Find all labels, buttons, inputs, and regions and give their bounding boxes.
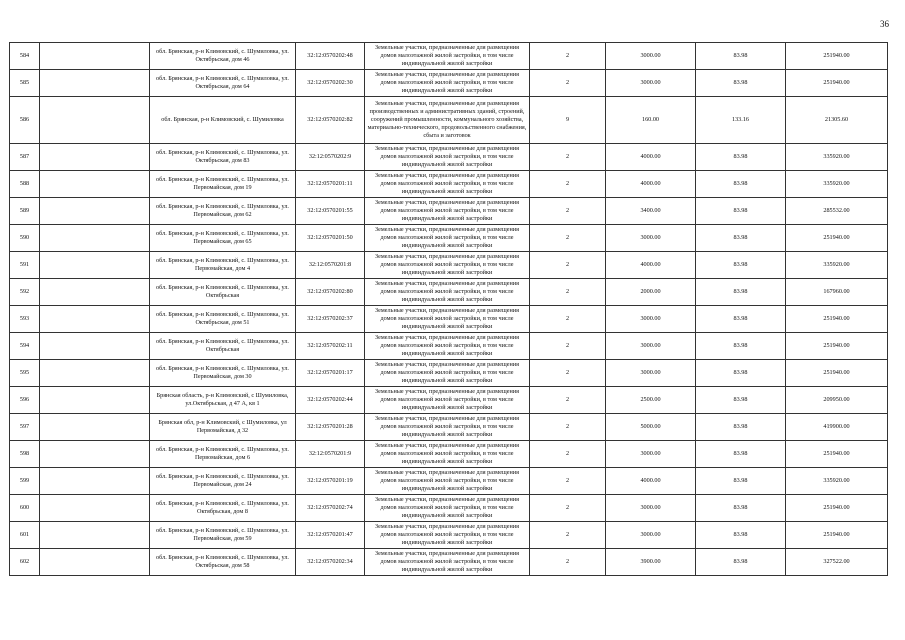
use-code-cell: 2 <box>530 441 606 468</box>
use-code-cell: 2 <box>530 387 606 414</box>
specific-value-cell: 83.98 <box>696 549 786 576</box>
row-number: 596 <box>10 387 40 414</box>
cadastral-number-cell: 32:12:0570201:50 <box>296 225 365 252</box>
address-cell: обл. Брянская, р-н Климовский, с. Шумиловка, ул. Октябрьская, дом 51 <box>150 306 296 333</box>
cadastral-number-cell: 32:12:0570201:47 <box>296 522 365 549</box>
use-code-cell: 2 <box>530 279 606 306</box>
area-cell: 3000.00 <box>606 522 696 549</box>
specific-value-cell: 83.98 <box>696 70 786 97</box>
land-use-cell: Земельные участки, предназначенные для размещения домов малоэтажной жилой застройки, в том числе индивидуальной жилой застройки <box>365 360 530 387</box>
specific-value-cell: 83.98 <box>696 279 786 306</box>
use-code-cell: 2 <box>530 468 606 495</box>
area-cell: 160.00 <box>606 97 696 144</box>
use-code-cell: 2 <box>530 414 606 441</box>
area-cell: 2500.00 <box>606 387 696 414</box>
table-row <box>10 522 888 549</box>
blank-cell <box>40 279 150 306</box>
row-number: 591 <box>10 252 40 279</box>
blank-cell <box>40 252 150 279</box>
cadastral-value-cell: 21305.60 <box>786 97 888 144</box>
address-cell: обл. Брянская, р-н Климовский, с. Шумиловка, ул. Первомайская, дом 24 <box>150 468 296 495</box>
address-cell: обл. Брянская, р-н Климовский, с. Шумиловка, ул. Первомайская, дом 30 <box>150 360 296 387</box>
address-cell: обл. Брянская, р-н Климовский, с. Шумиловка, ул. Октябрьская <box>150 279 296 306</box>
address-cell: обл. Брянская, р-н Климовский, с. Шумиловка, ул. Октябрьская, дом 8 <box>150 495 296 522</box>
blank-cell <box>40 333 150 360</box>
cadastral-value-cell: 251940.00 <box>786 441 888 468</box>
specific-value-cell: 83.98 <box>696 198 786 225</box>
table-row <box>10 70 888 97</box>
row-number: 586 <box>10 97 40 144</box>
row-number: 594 <box>10 333 40 360</box>
address-cell: обл. Брянская, р-н Климовский, с. Шумиловка, ул. Октябрьская, дом 46 <box>150 43 296 70</box>
land-use-cell: Земельные участки, предназначенные для размещения домов малоэтажной жилой застройки, в том числе индивидуальной жилой застройки <box>365 43 530 70</box>
land-plots-table <box>9 42 888 576</box>
area-cell: 3000.00 <box>606 306 696 333</box>
area-cell: 4000.00 <box>606 144 696 171</box>
area-cell: 3400.00 <box>606 198 696 225</box>
specific-value-cell: 83.98 <box>696 414 786 441</box>
cadastral-value-cell: 327522.00 <box>786 549 888 576</box>
cadastral-number-cell: 32:12:0570202:30 <box>296 70 365 97</box>
use-code-cell: 2 <box>530 171 606 198</box>
address-cell: обл. Брянская, р-н Климовский, с. Шумиловка, ул. Первомайская, дом 19 <box>150 171 296 198</box>
blank-cell <box>40 495 150 522</box>
address-cell: обл. Брянская, р-н Климовский, с. Шумиловка, ул. Октябрьская, дом 83 <box>150 144 296 171</box>
land-use-cell: Земельные участки, предназначенные для размещения домов малоэтажной жилой застройки, в том числе индивидуальной жилой застройки <box>365 171 530 198</box>
area-cell: 3000.00 <box>606 495 696 522</box>
cadastral-value-cell: 335920.00 <box>786 171 888 198</box>
area-cell: 2000.00 <box>606 279 696 306</box>
area-cell: 5000.00 <box>606 414 696 441</box>
specific-value-cell: 83.98 <box>696 360 786 387</box>
land-use-cell: Земельные участки, предназначенные для размещения домов малоэтажной жилой застройки, в том числе индивидуальной жилой застройки <box>365 522 530 549</box>
cadastral-value-cell: 251940.00 <box>786 333 888 360</box>
cadastral-number-cell: 32:12:0570201:55 <box>296 198 365 225</box>
cadastral-number-cell: 32:12:0570201:17 <box>296 360 365 387</box>
land-use-cell: Земельные участки, предназначенные для размещения домов малоэтажной жилой застройки, в том числе индивидуальной жилой застройки <box>365 441 530 468</box>
specific-value-cell: 83.98 <box>696 43 786 70</box>
table-row <box>10 43 888 70</box>
area-cell: 3000.00 <box>606 360 696 387</box>
blank-cell <box>40 549 150 576</box>
row-number: 601 <box>10 522 40 549</box>
land-use-cell: Земельные участки, предназначенные для размещения домов малоэтажной жилой застройки, в том числе индивидуальной жилой застройки <box>365 549 530 576</box>
specific-value-cell: 83.98 <box>696 468 786 495</box>
specific-value-cell: 83.98 <box>696 252 786 279</box>
blank-cell <box>40 144 150 171</box>
row-number: 590 <box>10 225 40 252</box>
cadastral-value-cell: 167960.00 <box>786 279 888 306</box>
table-row <box>10 306 888 333</box>
land-use-cell: Земельные участки, предназначенные для размещения домов малоэтажной жилой застройки, в том числе индивидуальной жилой застройки <box>365 198 530 225</box>
specific-value-cell: 83.98 <box>696 387 786 414</box>
row-number: 602 <box>10 549 40 576</box>
cadastral-value-cell: 251940.00 <box>786 495 888 522</box>
specific-value-cell: 83.98 <box>696 306 786 333</box>
address-cell: обл. Брянская, р-н Климовский, с. Шумиловка, ул. Первомайская, дом 65 <box>150 225 296 252</box>
specific-value-cell: 83.98 <box>696 441 786 468</box>
blank-cell <box>40 43 150 70</box>
cadastral-number-cell: 32:12:0570202:48 <box>296 43 365 70</box>
blank-cell <box>40 360 150 387</box>
table-row <box>10 360 888 387</box>
table-row <box>10 495 888 522</box>
specific-value-cell: 83.98 <box>696 522 786 549</box>
area-cell: 3000.00 <box>606 333 696 360</box>
area-cell: 3000.00 <box>606 70 696 97</box>
blank-cell <box>40 70 150 97</box>
use-code-cell: 9 <box>530 97 606 144</box>
table-body <box>10 43 888 576</box>
table-row <box>10 225 888 252</box>
land-use-cell: Земельные участки, предназначенные для размещения домов малоэтажной жилой застройки, в том числе индивидуальной жилой застройки <box>365 468 530 495</box>
cadastral-number-cell: 32:12:0570201:11 <box>296 171 365 198</box>
land-use-cell: Земельные участки, предназначенные для размещения производственных и административных зданий, строений, сооружений промышленности, коммунального хозяйства, материально-технического, продовольственного снабжения, сбыта и заготовок <box>365 97 530 144</box>
table-row <box>10 441 888 468</box>
use-code-cell: 2 <box>530 306 606 333</box>
blank-cell <box>40 387 150 414</box>
land-use-cell: Земельные участки, предназначенные для размещения домов малоэтажной жилой застройки, в том числе индивидуальной жилой застройки <box>365 387 530 414</box>
cadastral-value-cell: 419900.00 <box>786 414 888 441</box>
cadastral-value-cell: 251940.00 <box>786 522 888 549</box>
table-row <box>10 333 888 360</box>
address-cell: Брянская область, р-н Климовский, с Шумиловка, ул.Октябрьская, д 47 А, кв 1 <box>150 387 296 414</box>
row-number: 592 <box>10 279 40 306</box>
area-cell: 3000.00 <box>606 43 696 70</box>
address-cell: обл. Брянская, р-н Климовский, с. Шумиловка, ул. Первомайская, дом 62 <box>150 198 296 225</box>
cadastral-value-cell: 251940.00 <box>786 360 888 387</box>
address-cell: обл. Брянская, р-н Климовский, с. Шумиловка, ул. Первомайская, дом 4 <box>150 252 296 279</box>
row-number: 599 <box>10 468 40 495</box>
cadastral-value-cell: 251940.00 <box>786 70 888 97</box>
address-cell: обл. Брянская, р-н Климовский, с. Шумиловка, ул. Первомайская, дом 59 <box>150 522 296 549</box>
cadastral-value-cell: 335920.00 <box>786 252 888 279</box>
cadastral-number-cell: 32:12:0570202:44 <box>296 387 365 414</box>
blank-cell <box>40 441 150 468</box>
use-code-cell: 2 <box>530 549 606 576</box>
row-number: 597 <box>10 414 40 441</box>
cadastral-value-cell: 251940.00 <box>786 306 888 333</box>
row-number: 598 <box>10 441 40 468</box>
table-row <box>10 198 888 225</box>
land-use-cell: Земельные участки, предназначенные для размещения домов малоэтажной жилой застройки, в том числе индивидуальной жилой застройки <box>365 252 530 279</box>
specific-value-cell: 133.16 <box>696 97 786 144</box>
cadastral-number-cell: 32:12:0570201:28 <box>296 414 365 441</box>
table-row <box>10 252 888 279</box>
area-cell: 4000.00 <box>606 252 696 279</box>
row-number: 595 <box>10 360 40 387</box>
table-row <box>10 144 888 171</box>
land-use-cell: Земельные участки, предназначенные для размещения домов малоэтажной жилой застройки, в том числе индивидуальной жилой застройки <box>365 495 530 522</box>
cadastral-number-cell: 32:12:0570201:8 <box>296 252 365 279</box>
cadastral-number-cell: 32:12:0570202:80 <box>296 279 365 306</box>
row-number: 593 <box>10 306 40 333</box>
table-row <box>10 97 888 144</box>
use-code-cell: 2 <box>530 198 606 225</box>
table-row <box>10 549 888 576</box>
address-cell: обл. Брянская, р-н Климовский, с. Шумиловка <box>150 97 296 144</box>
specific-value-cell: 83.98 <box>696 225 786 252</box>
cadastral-value-cell: 285532.00 <box>786 198 888 225</box>
row-number: 600 <box>10 495 40 522</box>
blank-cell <box>40 97 150 144</box>
cadastral-number-cell: 32:12:0570202:9 <box>296 144 365 171</box>
row-number: 587 <box>10 144 40 171</box>
land-use-cell: Земельные участки, предназначенные для размещения домов малоэтажной жилой застройки, в том числе индивидуальной жилой застройки <box>365 70 530 97</box>
page-number: 36 <box>880 19 889 29</box>
cadastral-value-cell: 209950.00 <box>786 387 888 414</box>
area-cell: 3900.00 <box>606 549 696 576</box>
land-use-cell: Земельные участки, предназначенные для размещения домов малоэтажной жилой застройки, в том числе индивидуальной жилой застройки <box>365 333 530 360</box>
specific-value-cell: 83.98 <box>696 333 786 360</box>
row-number: 584 <box>10 43 40 70</box>
blank-cell <box>40 468 150 495</box>
land-use-cell: Земельные участки, предназначенные для размещения домов малоэтажной жилой застройки, в том числе индивидуальной жилой застройки <box>365 306 530 333</box>
land-use-cell: Земельные участки, предназначенные для размещения домов малоэтажной жилой застройки, в том числе индивидуальной жилой застройки <box>365 144 530 171</box>
use-code-cell: 2 <box>530 495 606 522</box>
land-use-cell: Земельные участки, предназначенные для размещения домов малоэтажной жилой застройки, в том числе индивидуальной жилой застройки <box>365 225 530 252</box>
cadastral-value-cell: 335920.00 <box>786 144 888 171</box>
use-code-cell: 2 <box>530 522 606 549</box>
use-code-cell: 2 <box>530 70 606 97</box>
blank-cell <box>40 306 150 333</box>
row-number: 589 <box>10 198 40 225</box>
cadastral-number-cell: 32:12:0570202:82 <box>296 97 365 144</box>
cadastral-number-cell: 32:12:0570202:37 <box>296 306 365 333</box>
use-code-cell: 2 <box>530 225 606 252</box>
cadastral-value-cell: 251940.00 <box>786 225 888 252</box>
table-row <box>10 279 888 306</box>
use-code-cell: 2 <box>530 144 606 171</box>
land-use-cell: Земельные участки, предназначенные для размещения домов малоэтажной жилой застройки, в том числе индивидуальной жилой застройки <box>365 414 530 441</box>
area-cell: 3000.00 <box>606 225 696 252</box>
specific-value-cell: 83.98 <box>696 144 786 171</box>
table-row <box>10 414 888 441</box>
specific-value-cell: 83.98 <box>696 495 786 522</box>
use-code-cell: 2 <box>530 360 606 387</box>
address-cell: обл. Брянская, р-н Климовский, с. Шумиловка, ул. Октябрьская, дом 58 <box>150 549 296 576</box>
row-number: 588 <box>10 171 40 198</box>
table-row <box>10 171 888 198</box>
cadastral-number-cell: 32:12:0570202:34 <box>296 549 365 576</box>
land-use-cell: Земельные участки, предназначенные для размещения домов малоэтажной жилой застройки, в том числе индивидуальной жилой застройки <box>365 279 530 306</box>
address-cell: обл. Брянская, р-н Климовский, с. Шумиловка, ул. Октябрьская, дом 64 <box>150 70 296 97</box>
table-row <box>10 468 888 495</box>
cadastral-number-cell: 32:12:0570201:19 <box>296 468 365 495</box>
blank-cell <box>40 225 150 252</box>
area-cell: 4000.00 <box>606 468 696 495</box>
address-cell: обл. Брянская, р-н Климовский, с. Шумиловка, ул. Октябрьская <box>150 333 296 360</box>
blank-cell <box>40 414 150 441</box>
area-cell: 4000.00 <box>606 171 696 198</box>
specific-value-cell: 83.98 <box>696 171 786 198</box>
use-code-cell: 2 <box>530 252 606 279</box>
table-row <box>10 387 888 414</box>
cadastral-number-cell: 32:12:0570201:9 <box>296 441 365 468</box>
address-cell: обл. Брянская, р-н Климовский, с. Шумиловка, ул. Первомайская, дом 6 <box>150 441 296 468</box>
row-number: 585 <box>10 70 40 97</box>
blank-cell <box>40 171 150 198</box>
blank-cell <box>40 522 150 549</box>
cadastral-number-cell: 32:12:0570202:74 <box>296 495 365 522</box>
area-cell: 3000.00 <box>606 441 696 468</box>
blank-cell <box>40 198 150 225</box>
use-code-cell: 2 <box>530 333 606 360</box>
use-code-cell: 2 <box>530 43 606 70</box>
address-cell: Брянская обл, р-н Климовский, с Шумиловка, ул Первомайская, д 32 <box>150 414 296 441</box>
cadastral-value-cell: 335920.00 <box>786 468 888 495</box>
cadastral-value-cell: 251940.00 <box>786 43 888 70</box>
cadastral-number-cell: 32:12:0570202:11 <box>296 333 365 360</box>
